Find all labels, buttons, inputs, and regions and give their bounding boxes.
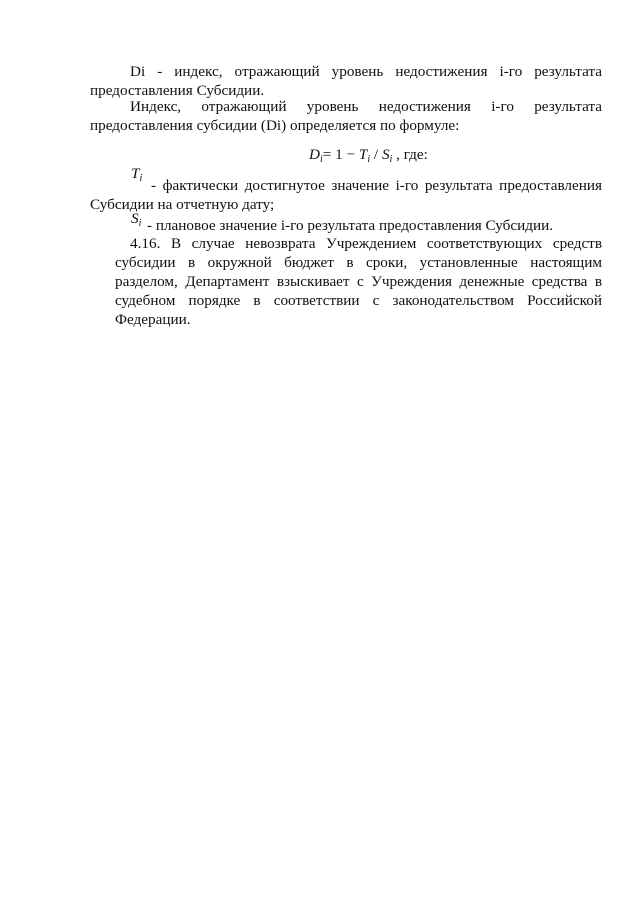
symbol-sub: i (138, 218, 142, 229)
paragraph-4-16 (115, 234, 602, 329)
symbol-s (131, 209, 141, 233)
text-line: - фактически достигнутое значение i-го результата предоставления (151, 177, 602, 194)
definition-s-line1 (147, 216, 553, 235)
symbol-letter: S (131, 210, 139, 227)
formula-d: D (309, 146, 320, 163)
formula-sub: i (367, 154, 371, 165)
text-line: судебном порядке в соответствии с законодательством Российской (115, 292, 602, 309)
definition-t-line2 (90, 195, 274, 214)
text-line: Субсидии на отчетную дату; (90, 196, 275, 213)
formula-sub: i (389, 154, 393, 165)
definition-t-line1 (151, 176, 602, 195)
paragraph-index-formula-intro (90, 97, 602, 135)
formula-s: S (381, 146, 390, 163)
formula-sub: i (319, 154, 323, 165)
formula-eq: = 1 − (322, 146, 359, 163)
formula-t: T (358, 146, 368, 163)
text-line: Индекс, отражающий уровень недостижения i-го результата (130, 98, 602, 115)
text-line: субсидии в окружной бюджет в сроки, установленные настоящим (115, 254, 602, 271)
text-line: предоставления субсидии (Di) определяется по формуле: (90, 117, 460, 134)
text-line: Di - индекс, отражающий уровень недостижения i-го результата (130, 63, 602, 80)
symbol-letter: T (131, 165, 140, 182)
text-line: разделом, Департамент взыскивает с Учреждения денежные средства в (115, 273, 602, 290)
text-line: 4.16. В случае невозврата Учреждением соответствующих средств (130, 235, 602, 252)
formula-where: , где: (392, 146, 428, 163)
text-line: - плановое значение i-го результата предоставления Субсидии. (147, 217, 554, 234)
symbol-t (131, 164, 142, 188)
text-line: Федерации. (115, 311, 191, 328)
symbol-sub: i (139, 173, 143, 184)
formula (309, 145, 428, 169)
formula-slash: / (370, 146, 382, 163)
text-line: предоставления Субсидии. (90, 82, 265, 99)
paragraph-di-definition (90, 62, 602, 100)
